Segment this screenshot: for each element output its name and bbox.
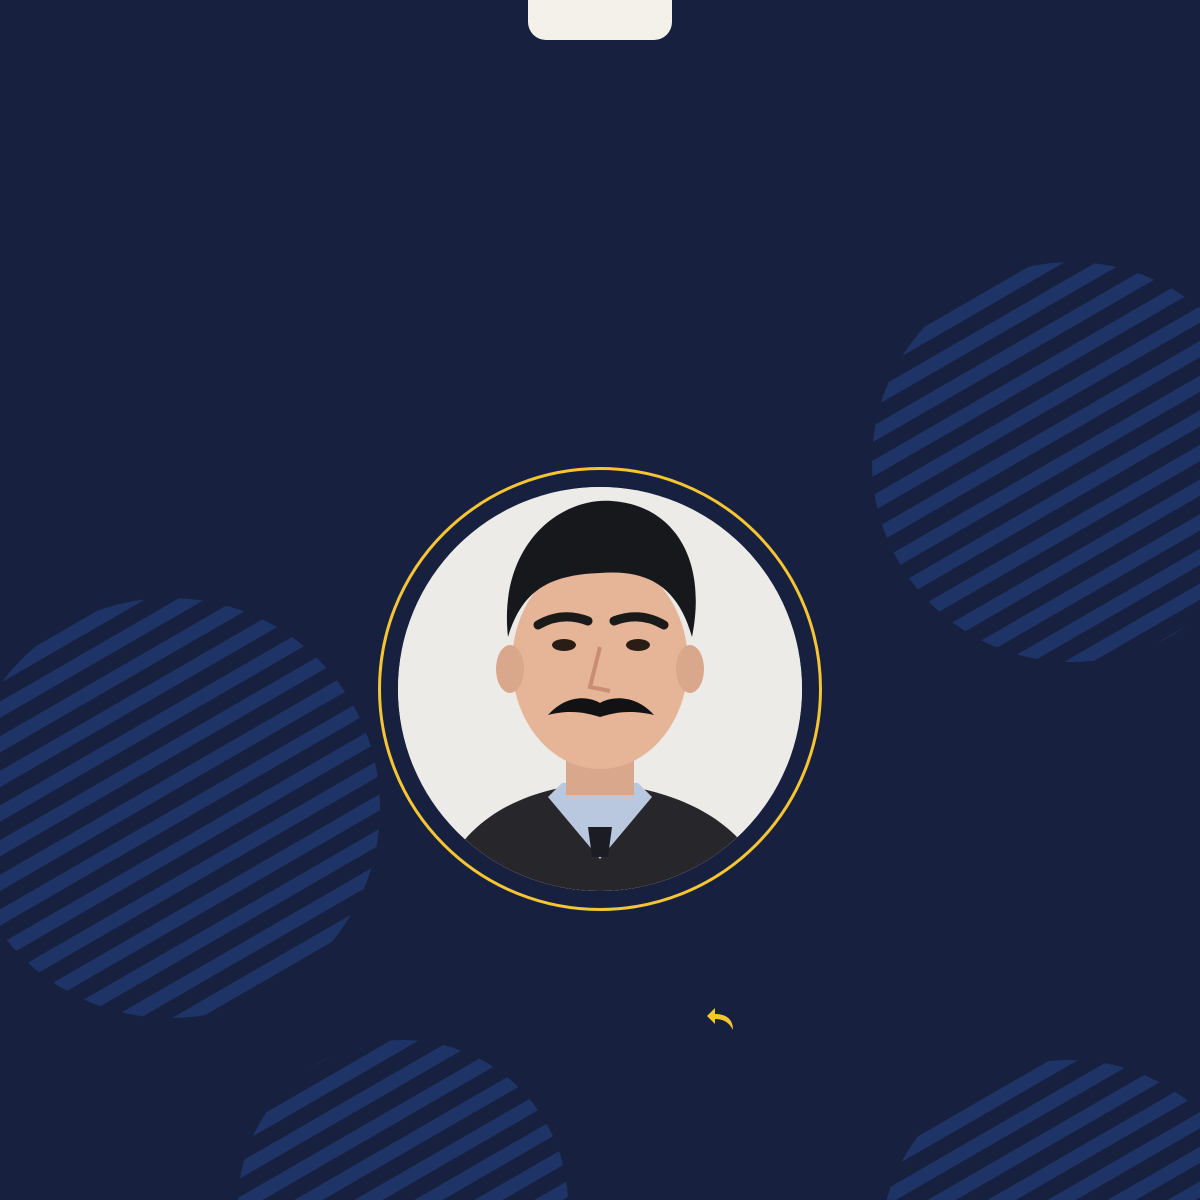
return-arrow-icon: [705, 1004, 737, 1034]
speaker-portrait-illustration: [398, 487, 802, 891]
decor-striped-circle-bottom: [238, 1040, 568, 1200]
speaker-portrait: [398, 487, 802, 891]
decor-striped-circle-bottom-right: [880, 1060, 1200, 1200]
decor-striped-circle-left: [0, 598, 380, 1018]
iraq-republic-badge: [528, 0, 672, 40]
decor-striped-circle-right: [872, 262, 1200, 662]
